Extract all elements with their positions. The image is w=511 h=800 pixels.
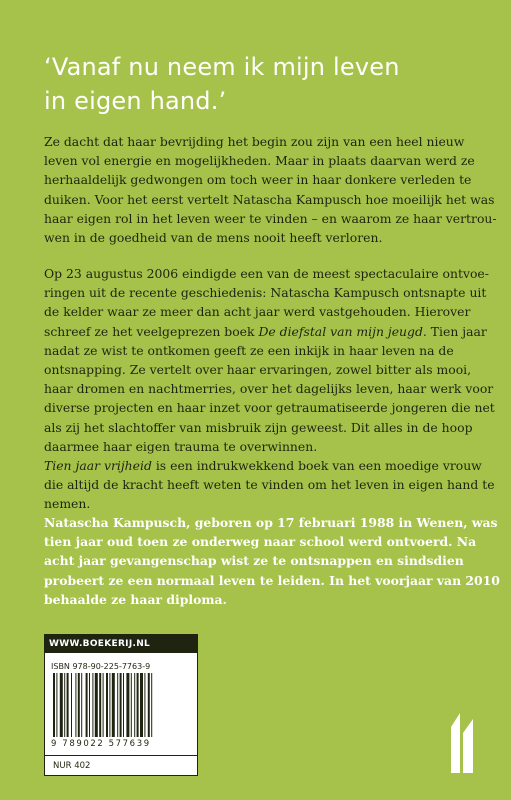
blurb-paragraph-1: [44, 132, 497, 247]
barcode-icon: [51, 673, 191, 737]
text-line: probeert ze een normaal leven te leiden. In het voorjaar van 2010: [44, 572, 500, 588]
barcode-number: 9 789022 577639: [51, 739, 151, 749]
boekerij-logo-icon: [449, 713, 475, 773]
text-line: leven vol energie en mogelijkheden. Maar in plaats daarvan werd ze: [44, 153, 475, 169]
text-line: acht jaar gevangenschap wist ze te ontsnappen en sindsdien: [44, 553, 464, 569]
barcode-panel: [44, 634, 198, 776]
text-line: daarmee haar eigen trauma te overwinnen.: [44, 438, 318, 454]
author-bio: [44, 513, 500, 609]
text-line: diverse projecten en haar inzet voor getraumatiseerde jongeren die net: [44, 400, 495, 416]
text-line: Natascha Kampusch, geboren op 17 februari 1988 in Wenen, was: [44, 515, 498, 530]
text-line: herhaaldelijk gedwongen om toch weer in haar donkere verleden te: [44, 172, 472, 188]
text-line: de kelder waar ze meer dan acht jaar werd vastgehouden. Hierover: [44, 304, 471, 320]
text-fragment: is een indrukwekkend boek van een moedige vrouw: [151, 458, 482, 474]
quote-line-2: in eigen hand.’: [44, 87, 227, 115]
nur-code: NUR 402: [45, 755, 197, 775]
quote-line-1: ‘Vanaf nu neem ik mijn leven: [44, 53, 400, 81]
text-line: ontsnapping. Ze vertelt over haar ervaringen, zowel bitter als mooi,: [44, 362, 472, 378]
text-line: wen in de goedheid van de mens nooit heeft verloren.: [44, 230, 383, 246]
back-cover-quote: [44, 50, 464, 118]
text-line: Op 23 augustus 2006 eindigde een van de meest spectaculaire ontvoe-: [44, 266, 489, 281]
text-line: haar eigen rol in het leven weer te vinden – en waarom ze haar vertrou-: [44, 210, 497, 226]
text-line: tien jaar oud toen ze onderweg naar school werd ontvoerd. Na: [44, 534, 477, 550]
blurb-paragraph-2: [44, 264, 495, 514]
text-line: haar dromen en nachtmerries, over het dagelijks leven, haar werk voor: [44, 381, 494, 397]
isbn-label: ISBN 978-90-225-7763-9: [51, 662, 151, 671]
text-line: behaalde ze haar diploma.: [44, 591, 227, 607]
text-line: ringen uit de recente geschiedenis: Natascha Kampusch ontsnapte uit: [44, 285, 487, 301]
text-fragment: . Tien jaar: [422, 323, 487, 339]
publisher-website: WWW.BOEKERIJ.NL: [45, 635, 197, 653]
text-line: [44, 322, 487, 341]
text-line: nadat ze wist te ontkomen geeft ze een inkijk in haar leven na de: [44, 342, 454, 358]
text-line: duiken. Voor het eerst vertelt Natascha Kampusch hoe moeilijk het was: [44, 191, 495, 207]
text-line: [44, 456, 484, 475]
text-line: nemen.: [44, 496, 91, 512]
text-line: die altijd de kracht heeft weten te vinden om het leven in eigen hand te: [44, 477, 495, 493]
text-fragment: schreef ze het veelgeprezen boek: [44, 323, 259, 339]
text-line: als zij het slachtoffer van misbruik zijn geweest. Dit alles in de hoop: [44, 419, 473, 435]
book-title-previous: De diefstal van mijn jeugd: [258, 323, 423, 339]
text-line: Ze dacht dat haar bevrijding het begin zou zijn van een heel nieuw: [44, 134, 465, 149]
book-title-current: Tien jaar vrijheid: [44, 458, 152, 474]
